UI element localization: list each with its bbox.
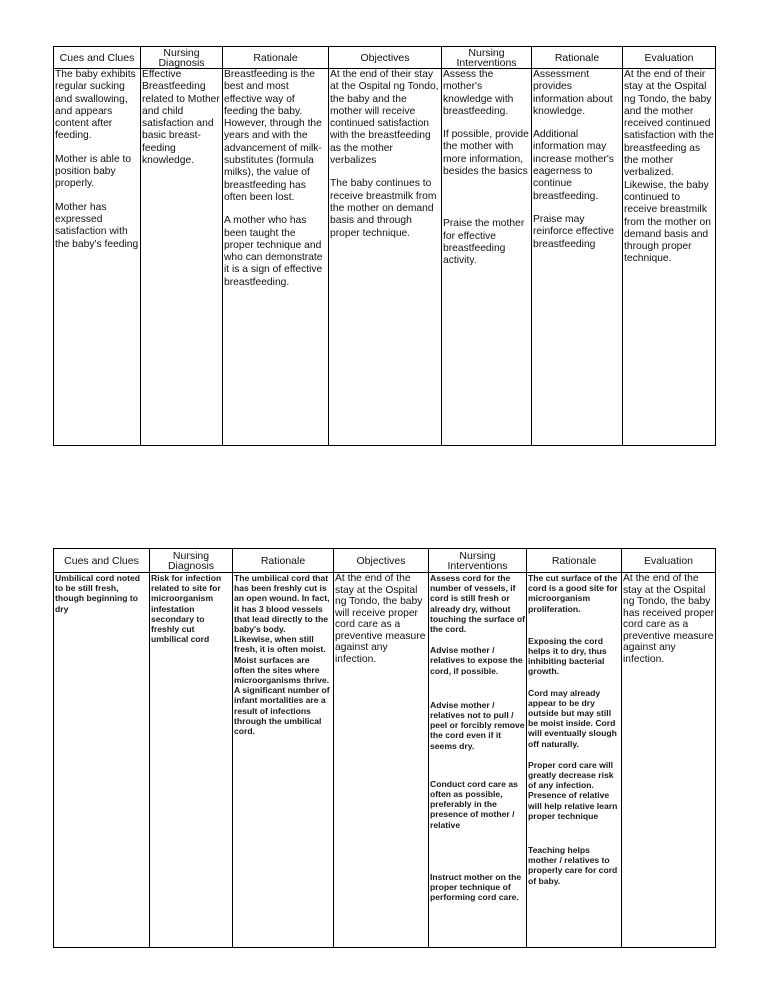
header-int-rationale: Rationale [527, 549, 622, 573]
header-evaluation: Evaluation [622, 549, 716, 573]
interventions-cell [429, 573, 527, 948]
intervention-text: Advise mother / relatives to expose the cord, if possible. [430, 645, 523, 676]
table-row [54, 573, 716, 948]
evaluation-cell [622, 573, 716, 948]
header-interventions: Nursing Interventions [429, 549, 527, 573]
header-objectives: Objectives [329, 47, 442, 69]
header-cues: Cues and Clues [54, 549, 150, 573]
int-rationale-text: Proper cord care will greatly decrease risk of any infection. Presence of relative will help relative learn proper technique [528, 759, 618, 821]
intervention-text: Praise the mother for effective breastfeeding activity. [443, 218, 525, 267]
evaluation-text: At the end of the stay at the Ospital ng Tondo, the baby has received proper cord care as a preventive measure against any infection. [623, 573, 715, 665]
rationale-text: Breastfeeding is the best and most effective way of feeding the baby. However, through the years and with the advancement of milk-substitutes (formula milks), the value of breastfeeding has often been lost. [224, 69, 322, 203]
int-rationale-text: The cut surface of the cord is a good site for microorganism proliferation. [528, 573, 618, 614]
int-rationale-text: Praise may reinforce effective breastfeeding [533, 213, 615, 250]
cue-text: Mother has expressed satisfaction with the baby's feeding [55, 201, 139, 250]
header-diagnosis: Nursing Diagnosis [150, 549, 233, 573]
int-rationale-text: Cord may already appear to be dry outside but may still be moist inside. Cord will eventually slough off naturally. [528, 687, 617, 749]
int-rationale-text: Exposing the cord helps it to dry, thus inhibiting bacterial growth. [528, 635, 607, 677]
header-int-rationale: Rationale [532, 47, 623, 69]
objective-text: At the end of the stay at the Ospital ng Tondo, the baby will receive proper cord care as a preventive measure against any infection. [335, 573, 426, 665]
rationale-text: A mother who has been taught the proper technique and who can demonstrate it is a sign of effective breastfeeding. [224, 215, 323, 288]
diagnosis-text: Effective Breastfeeding related to Mother and child satisfaction and basic breast-feeding knowledge. [142, 69, 220, 167]
header-interventions: Nursing Interventions [442, 47, 532, 69]
diagnosis-cell [141, 69, 223, 446]
objectives-cell [329, 69, 442, 446]
rationale-cell [223, 69, 329, 446]
cues-cell [54, 573, 150, 948]
int-rationale-cell [532, 69, 623, 446]
cue-text: Umbilical cord noted to be still fresh, though beginning to dry [55, 573, 140, 614]
int-rationale-text: Additional information may increase mother's eagerness to continue breastfeeding. [533, 129, 614, 202]
table-header-row [54, 549, 716, 573]
interventions-cell [442, 69, 532, 446]
objective-text: At the end of their stay at the Ospital ng Tondo, the baby and the mother will receive continued satisfaction with the breastfeeding as the mother verbalizes [330, 69, 439, 167]
int-rationale-text: Assessment provides information about knowledge. [533, 69, 613, 117]
rationale-text: The umbilical cord that has been freshly cut is an open wound. In fact, it has 3 blood vessels that lead directly to the baby's body. Likewise, when still fresh, it is often moist. Moist surfaces are often the sites where microorganisms thrive. A significant number of infant mortalities are a result of infections through the umbilical cord. [234, 573, 330, 737]
objectives-cell [334, 573, 429, 948]
header-evaluation: Evaluation [623, 47, 716, 69]
cue-text: The baby exhibits regular sucking and swallowing, and appears content after feeding. [55, 69, 136, 142]
int-rationale-text: Teaching helps mother / relatives to properly care for cord of baby. [528, 845, 618, 886]
objective-text: The baby continues to receive breastmilk from the mother on demand basis and through proper technique. [330, 178, 437, 239]
cues-cell [54, 69, 141, 446]
table-row [54, 69, 716, 446]
header-rationale: Rationale [233, 549, 334, 573]
header-diagnosis: Nursing Diagnosis [141, 47, 223, 69]
evaluation-text: At the end of their stay at the Ospital ng Tondo, the baby and the mother received continued satisfaction with the breastfeeding as the mother verbalized. Likewise, the baby continued to receive breastmilk from the mother on demand basis and through proper technique. [624, 69, 714, 265]
intervention-text: Assess cord for the number of vessels, if cord is still fresh or already dry, without touching the surface of the cord. [430, 573, 526, 635]
table-header-row [54, 47, 716, 69]
int-rationale-cell [527, 573, 622, 948]
cue-text: Mother is able to position baby properly. [55, 153, 132, 190]
header-objectives: Objectives [334, 549, 429, 573]
header-cues: Cues and Clues [54, 47, 141, 69]
intervention-text: Assess the mother's knowledge with breastfeeding. [443, 69, 514, 117]
intervention-text: Conduct cord care as often as possible, preferably in the presence of mother / relative [430, 778, 518, 830]
intervention-text: If possible, provide the mother with more information, besides the basics [443, 129, 529, 178]
intervention-text: Advise mother / relatives not to pull / peel or forcibly remove the cord even if it seems dry. [430, 699, 525, 751]
care-plan-table-breastfeeding [53, 46, 716, 446]
header-rationale: Rationale [223, 47, 329, 69]
care-plan-table-cord-care [53, 548, 716, 948]
diagnosis-cell [150, 573, 233, 948]
diagnosis-text: Risk for infection related to site for microorganism infestation secondary to freshly cut umbilical cord [151, 573, 222, 645]
evaluation-cell [623, 69, 716, 446]
intervention-text: Instruct mother on the proper technique of performing cord care. [430, 871, 522, 903]
rationale-cell [233, 573, 334, 948]
